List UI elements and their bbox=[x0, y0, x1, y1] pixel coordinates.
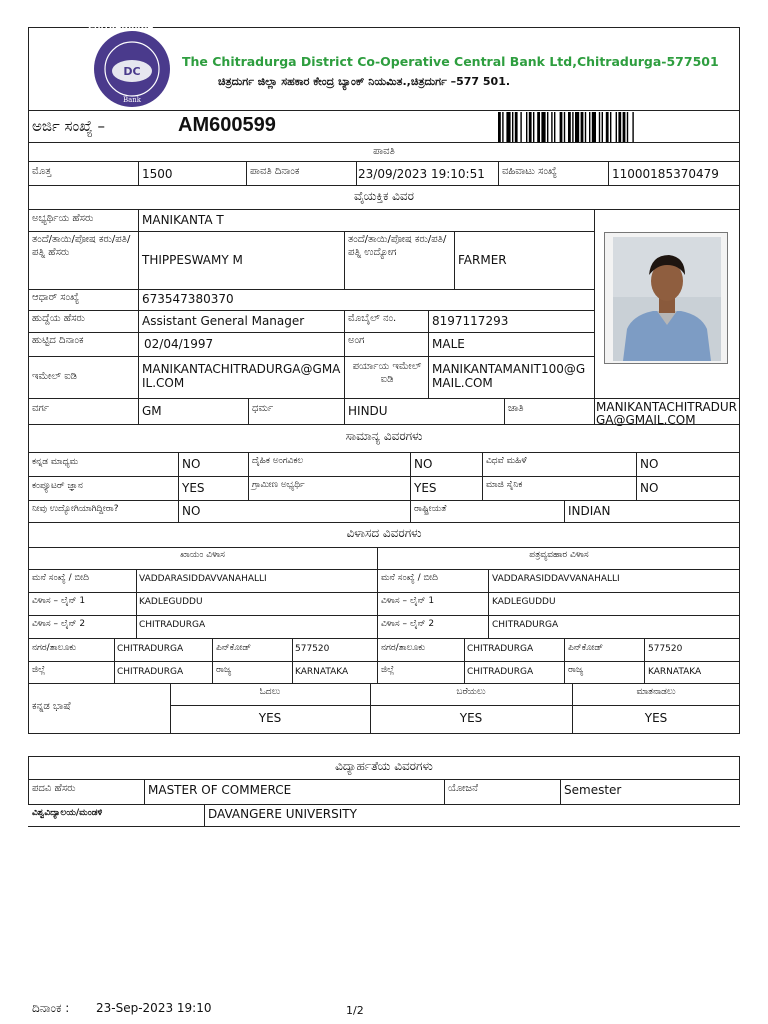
barcode-bar bbox=[515, 112, 518, 142]
caste-label: ಜಾತಿ bbox=[508, 403, 524, 414]
barcode-bar bbox=[529, 112, 532, 142]
barcode-bar bbox=[585, 112, 586, 142]
corr-state-label: ರಾಜ್ಯ bbox=[568, 665, 584, 675]
kannada-language-label: ಕನ್ನಡ ಭಾಷೆ bbox=[32, 701, 71, 712]
barcode-bar bbox=[564, 112, 565, 142]
application-number: AM600599 bbox=[178, 114, 276, 136]
transaction-number-value: 11000185370479 bbox=[612, 167, 719, 181]
dob-label: ಹುಟ್ಟಿದ ದಿನಾಂಕ bbox=[32, 335, 84, 346]
transaction-number-label: ವಹಿವಾಟು ಸಂಖ್ಯೆ bbox=[502, 166, 557, 177]
kannada-medium-label: ಕನ್ನಡ ಮಾಧ್ಯಮ bbox=[32, 457, 79, 467]
barcode-bar bbox=[581, 112, 584, 142]
speak-value: YES bbox=[644, 711, 668, 725]
mobile-label: ಮೊಬೈಲ್ ನಂ. bbox=[348, 313, 397, 324]
read-label: ಓದಲು bbox=[259, 687, 281, 697]
permanent-address-title: ಖಾಯಂ ವಿಳಾಸ bbox=[180, 550, 225, 560]
gender-label: ಅಂಗ bbox=[348, 335, 365, 346]
post-label: ಹುದ್ದೆಯ ಹೆಸರು bbox=[32, 313, 85, 324]
candidate-name-value: MANIKANTA T bbox=[142, 213, 224, 227]
caste-value: MANIKANTACHITRADURGA@GMAIL.COM bbox=[596, 400, 738, 428]
barcode-bar bbox=[575, 112, 579, 142]
barcode-bar bbox=[520, 112, 521, 142]
category-value: GM bbox=[142, 404, 162, 418]
degree-value: MASTER OF COMMERCE bbox=[148, 783, 292, 797]
barcode-bar bbox=[554, 112, 555, 142]
read-value: YES bbox=[258, 711, 282, 725]
candidate-name-label: ಅಭ್ಯರ್ಥಿಯ ಹೆಸರು bbox=[32, 213, 94, 224]
disabled-value: NO bbox=[414, 457, 433, 471]
barcode-bar bbox=[599, 112, 600, 142]
barcode-bar bbox=[589, 112, 590, 142]
corr-line1-value: KADLEGUDDU bbox=[492, 597, 556, 607]
corr-house-value: VADDARASIDDAVVANAHALLI bbox=[492, 574, 620, 584]
university-value: DAVANGERE UNIVERSITY bbox=[208, 807, 357, 821]
kannada-medium-value: NO bbox=[182, 457, 201, 471]
barcode-bar bbox=[592, 112, 596, 142]
amount-label: ಮೊತ್ತ bbox=[32, 166, 52, 177]
corr-line2-label: ವಿಳಾಸ – ಲೈನ್ 2 bbox=[381, 619, 435, 629]
corr-city-value: CHITRADURGA bbox=[467, 644, 534, 654]
barcode-bar bbox=[537, 112, 540, 142]
university-label: ವಿಶ್ವವಿದ್ಯಾಲಯ/ಮಂಡಳಿ bbox=[32, 808, 103, 818]
post-value: Assistant General Manager bbox=[142, 314, 305, 328]
corr-pin-label: ಪಿನ್‌ಕೋಡ್ bbox=[568, 643, 604, 653]
father-occupation-label: ತಂದೆ/ತಾಯಿ/ಪೋಷ ಕರು/ಪತಿ/ಪತ್ನಿ ಉದ್ಯೋಗ bbox=[348, 234, 447, 258]
perm-pin-value: 577520 bbox=[295, 644, 330, 654]
barcode-bar bbox=[610, 112, 611, 142]
degree-label: ಪದವಿ ಹೆಸರು bbox=[32, 783, 76, 794]
email-label: ಇಮೇಲ್ ಐಡಿ bbox=[32, 371, 77, 382]
nationality-label: ರಾಷ್ಟ್ರೀಯತೆ bbox=[414, 504, 447, 514]
aadhaar-label: ಆಧಾರ್ ಸಂಖ್ಯೆ bbox=[32, 292, 80, 303]
corr-line2-value: CHITRADURGA bbox=[492, 620, 559, 630]
perm-district-label: ಜಿಲ್ಲೆ bbox=[32, 665, 46, 675]
barcode-image bbox=[498, 112, 736, 142]
father-name-value: THIPPESWAMY M bbox=[142, 253, 243, 267]
nationality-value: INDIAN bbox=[568, 504, 611, 518]
category-label: ವರ್ಗ bbox=[32, 403, 50, 414]
barcode-bar bbox=[498, 112, 501, 142]
scheme-value: Semester bbox=[564, 783, 622, 797]
employed-value: NO bbox=[182, 504, 201, 518]
rural-candidate-label: ಗ್ರಾಮೀಣ ಅಭ್ಯರ್ಥಿ bbox=[252, 480, 305, 490]
barcode-bar bbox=[632, 112, 633, 142]
corr-city-label: ನಗರ/ತಾಲೂಕು bbox=[381, 643, 426, 653]
bank-logo bbox=[88, 22, 176, 109]
corr-district-label: ಜಿಲ್ಲೆ bbox=[381, 665, 395, 675]
perm-state-value: KARNATAKA bbox=[295, 667, 349, 677]
general-section-title: ಸಾಮಾನ್ಯ ವಿವರಗಳು bbox=[345, 429, 423, 443]
corr-line1-label: ವಿಳಾಸ – ಲೈನ್ 1 bbox=[381, 596, 435, 606]
payment-section-title: ಪಾವತಿ bbox=[373, 146, 395, 157]
alternate-email-value: MANIKANTAMANIT100@GMAIL.COM bbox=[432, 362, 586, 390]
employed-label: ನೀವು ಉದ್ಯೋಗಿಯಾಗಿದ್ದೀರಾ? bbox=[32, 504, 119, 514]
aadhaar-value: 673547380370 bbox=[142, 292, 234, 306]
barcode-bar bbox=[568, 112, 571, 142]
write-value: YES bbox=[459, 711, 483, 725]
address-section-title: ವಿಳಾಸದ ವಿವರಗಳು bbox=[346, 526, 422, 540]
corr-state-value: KARNATAKA bbox=[648, 667, 702, 677]
corr-house-label: ಮನೆ ಸಂಖ್ಯೆ / ಬೀದಿ bbox=[381, 573, 438, 583]
logo-text-bottom: Bank bbox=[122, 96, 142, 104]
perm-line1-label: ವಿಳಾಸ – ಲೈನ್ 1 bbox=[32, 596, 86, 606]
perm-state-label: ರಾಜ್ಯ bbox=[216, 665, 232, 675]
ex-serviceman-value: NO bbox=[640, 481, 659, 495]
dob-value: 02/04/1997 bbox=[144, 337, 214, 351]
write-label: ಬರೆಯಲು bbox=[456, 687, 486, 697]
page-number: 1/2 bbox=[346, 1004, 364, 1017]
perm-house-label: ಮನೆ ಸಂಖ್ಯೆ / ಬೀದಿ bbox=[32, 573, 89, 583]
barcode-bar bbox=[533, 112, 534, 142]
email-value: MANIKANTACHITRADURGA@GMAIL.COM bbox=[142, 362, 341, 390]
footer-date-label: ದಿನಾಂಕ : bbox=[32, 1001, 70, 1015]
perm-city-label: ನಗರ/ತಾಲೂಕು bbox=[32, 643, 77, 653]
barcode-bar bbox=[572, 112, 573, 142]
barcode-bar bbox=[526, 112, 527, 142]
religion-value: HINDU bbox=[348, 404, 388, 418]
perm-district-value: CHITRADURGA bbox=[117, 667, 184, 677]
barcode-bar bbox=[512, 112, 513, 142]
computer-knowledge-label: ಕಂಪ್ಯೂಟರ್ ಜ್ಞಾನ bbox=[32, 481, 83, 491]
corr-pin-value: 577520 bbox=[648, 644, 683, 654]
widow-value: NO bbox=[640, 457, 659, 471]
logo-text-top: CHITRADURGA bbox=[88, 22, 154, 31]
disabled-label: ದೈಹಿಕ ಅಂಗವಿಕಲ bbox=[252, 456, 304, 466]
payment-date-value: 23/09/2023 19:10:51 bbox=[358, 167, 485, 181]
perm-line2-value: CHITRADURGA bbox=[139, 620, 206, 630]
corr-district-value: CHITRADURGA bbox=[467, 667, 534, 677]
barcode-bar bbox=[541, 112, 545, 142]
rural-candidate-value: YES bbox=[414, 481, 437, 495]
personal-section-title: ವೈಯಕ್ತಿಕ ವಿವರ bbox=[354, 189, 414, 203]
computer-knowledge-value: YES bbox=[182, 481, 205, 495]
mobile-value: 8197117293 bbox=[432, 314, 509, 328]
barcode-bar bbox=[502, 112, 503, 142]
gender-value: MALE bbox=[432, 337, 465, 351]
footer-date-value: 23-Sep-2023 19:10 bbox=[96, 1001, 212, 1015]
correspondence-address-title: ಪತ್ರವ್ಯವಹಾರ ವಿಳಾಸ bbox=[529, 550, 589, 560]
perm-house-value: VADDARASIDDAVVANAHALLI bbox=[139, 574, 267, 584]
perm-line1-value: KADLEGUDDU bbox=[139, 597, 203, 607]
ex-serviceman-label: ಮಾಜಿ ಸೈನಿಕ bbox=[486, 480, 523, 490]
barcode-bar bbox=[551, 112, 552, 142]
barcode-bar bbox=[602, 112, 603, 142]
payment-date-label: ಪಾವತಿ ದಿನಾಂಕ bbox=[250, 166, 300, 177]
barcode-bar bbox=[560, 112, 563, 142]
bank-name-kannada: ಚಿತ್ರದುರ್ಗ ಜಿಲ್ಲಾ ಸಹಕಾರ ಕೇಂದ್ರ ಬ್ಯಾಂಕ್ ನಿಯಮಿತ.,ಚಿತ್ರದುರ್ಗ –577 501. bbox=[218, 75, 511, 88]
widow-label: ವಿಧವೆ ಮಹಿಳೆ bbox=[486, 456, 527, 466]
religion-label: ಧರ್ಮ bbox=[252, 403, 274, 414]
speak-label: ಮಾತನಾಡಲು bbox=[636, 687, 676, 697]
barcode-bar bbox=[606, 112, 609, 142]
father-occupation-value: FARMER bbox=[458, 253, 507, 267]
alternate-email-label: ಪರ್ಯಾಯ ಇಮೇಲ್ ಐಡಿ bbox=[352, 361, 422, 385]
bank-name-english: The Chitradurga District Co-Operative Central Bank Ltd,Chitradurga-577501 bbox=[182, 54, 719, 69]
education-section-title: ವಿದ್ಯಾರ್ಹತೆಯ ವಿವರಗಳು bbox=[335, 759, 433, 773]
barcode-bar bbox=[623, 112, 626, 142]
candidate-photo bbox=[604, 232, 728, 364]
barcode-bar bbox=[506, 112, 510, 142]
scheme-label: ಯೋಜನೆ bbox=[448, 783, 478, 794]
logo-text-mid: DC bbox=[123, 65, 141, 78]
perm-city-value: CHITRADURGA bbox=[117, 644, 184, 654]
amount-value: 1500 bbox=[142, 167, 173, 181]
barcode-bar bbox=[547, 112, 548, 142]
application-number-label: ಅರ್ಜಿ ಸಂಖ್ಯೆ – bbox=[32, 117, 105, 135]
perm-pin-label: ಪಿನ್‌ಕೋಡ್ bbox=[216, 643, 252, 653]
barcode-bar bbox=[627, 112, 628, 142]
barcode-bar bbox=[616, 112, 617, 142]
perm-line2-label: ವಿಳಾಸ – ಲೈನ್ 2 bbox=[32, 619, 86, 629]
father-name-label: ತಂದೆ/ತಾಯಿ/ಪೋಷ ಕರು/ಪತಿ/ಪತ್ನಿ ಹೆಸರು bbox=[32, 234, 131, 258]
barcode-bar bbox=[618, 112, 621, 142]
